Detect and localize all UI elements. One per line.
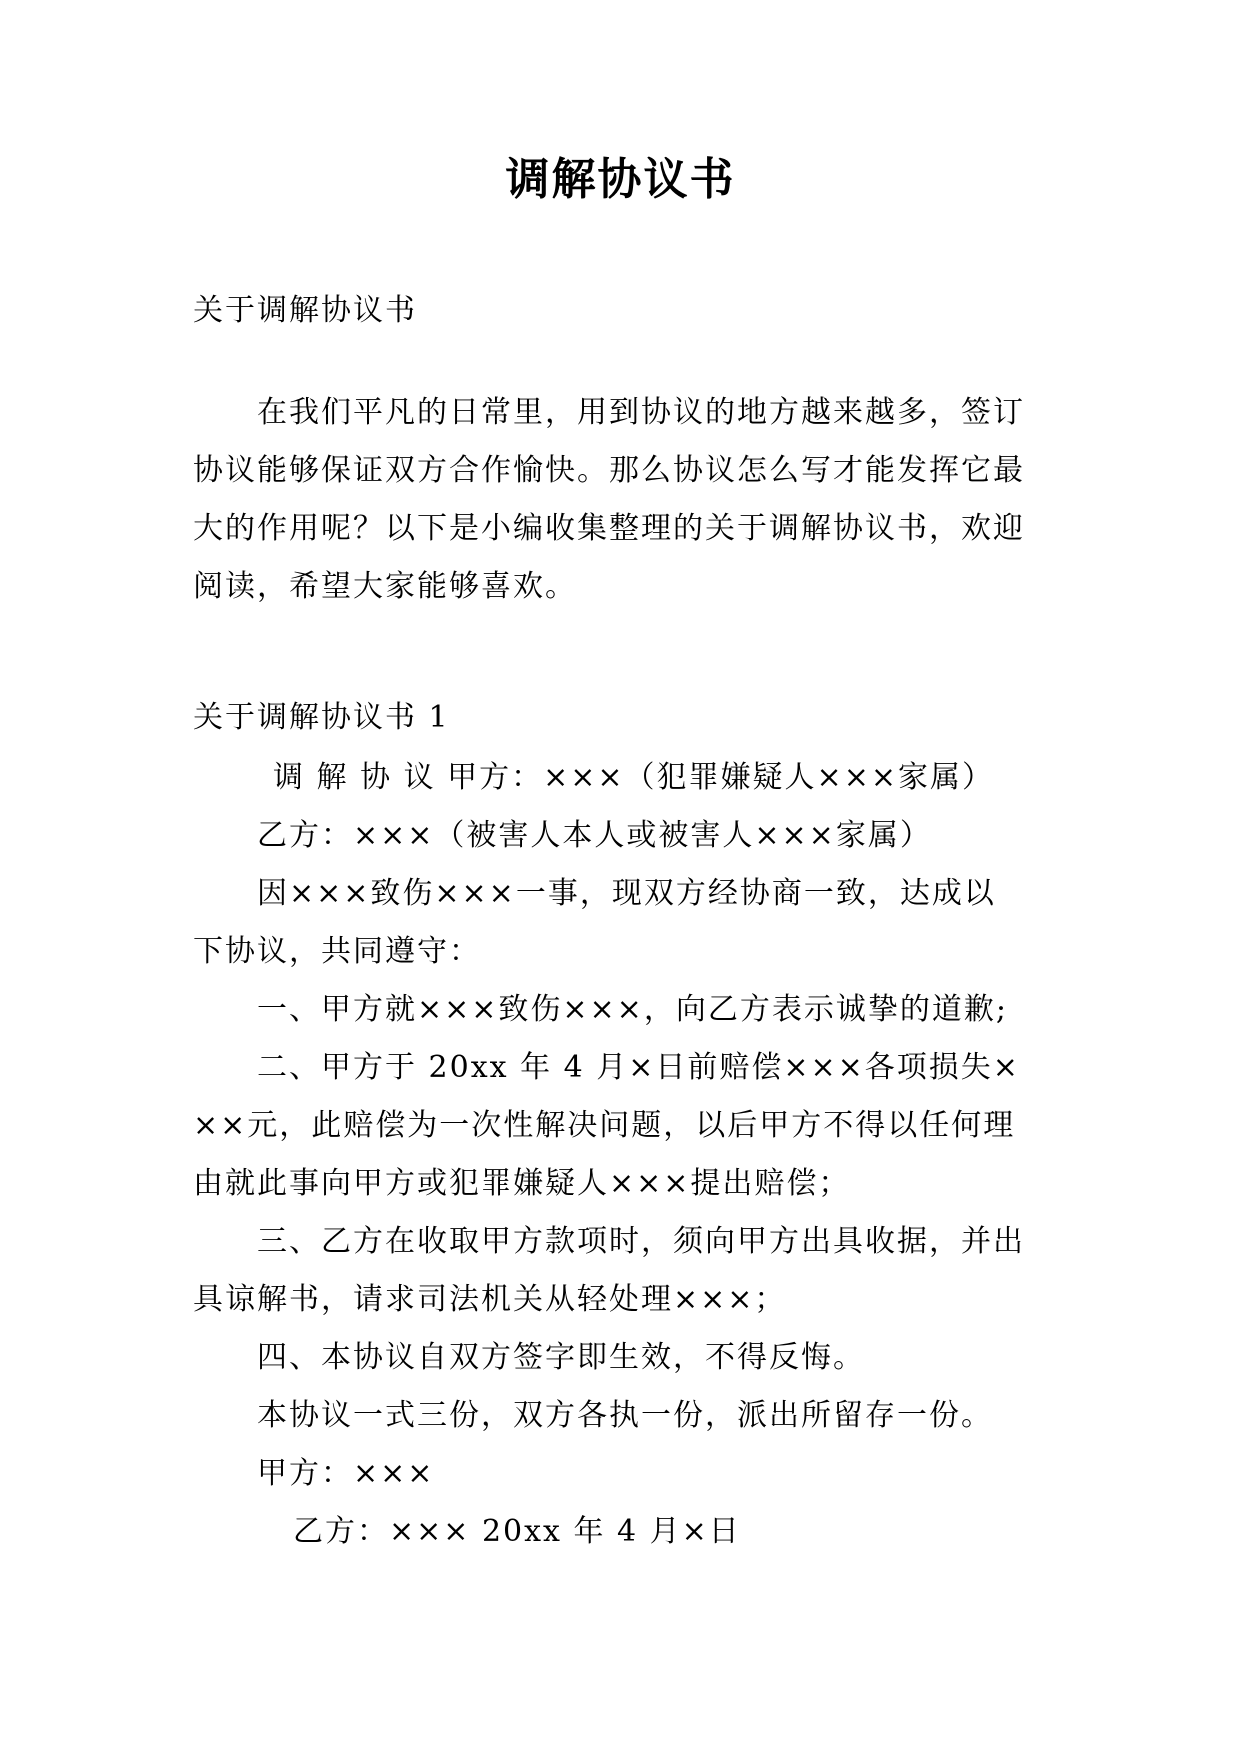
intro-line: 阅读，希望大家能够喜欢。 [193, 569, 577, 604]
clause-2-line: ××元，此赔偿为一次性解决问题，以后甲方不得以任何理 [193, 1108, 1016, 1143]
clause-4: 四、本协议自双方签字即生效，不得反悔。 [257, 1340, 865, 1375]
document-title: 调解协议书 [505, 154, 736, 205]
preamble-line: 因×××致伤×××一事，现双方经协商一致，达成以 [257, 876, 996, 911]
section-heading: 关于调解协议书 1 [193, 700, 450, 735]
agreement-body [193, 749, 1053, 1561]
preamble-line: 下协议，共同遵守： [193, 934, 481, 969]
signature-party-b: 乙方：××× 20xx 年 4 月×日 [293, 1514, 741, 1549]
clause-3-line: 三、乙方在收取甲方款项时，须向甲方出具收据，并出 [257, 1224, 1025, 1259]
signature-party-a: 甲方：××× [257, 1456, 435, 1491]
intro-line: 在我们平凡的日常里，用到协议的地方越来越多，签订 [257, 395, 1025, 430]
document-subtitle: 关于调解协议书 [193, 293, 417, 328]
intro-line: 大的作用呢？以下是小编收集整理的关于调解协议书，欢迎 [193, 511, 1025, 546]
clause-1: 一、甲方就×××致伤×××，向乙方表示诚挚的道歉; [257, 992, 1008, 1027]
intro-paragraph [193, 384, 1053, 616]
copies-line: 本协议一式三份，双方各执一份，派出所留存一份。 [257, 1398, 993, 1433]
clause-2-line: 二、甲方于 20xx 年 4 月×日前赔偿×××各项损失× [257, 1050, 1020, 1085]
intro-line: 协议能够保证双方合作愉快。那么协议怎么写才能发挥它最 [193, 453, 1025, 488]
clause-2-line: 由就此事向甲方或犯罪嫌疑人×××提出赔偿； [193, 1166, 851, 1201]
party-b-line: 乙方：×××（被害人本人或被害人×××家属） [257, 818, 932, 853]
agreement-header: 调 解 协 议 甲方：×××（犯罪嫌疑人×××家属） [273, 760, 994, 795]
clause-3-line: 具谅解书，请求司法机关从轻处理×××； [193, 1282, 787, 1317]
